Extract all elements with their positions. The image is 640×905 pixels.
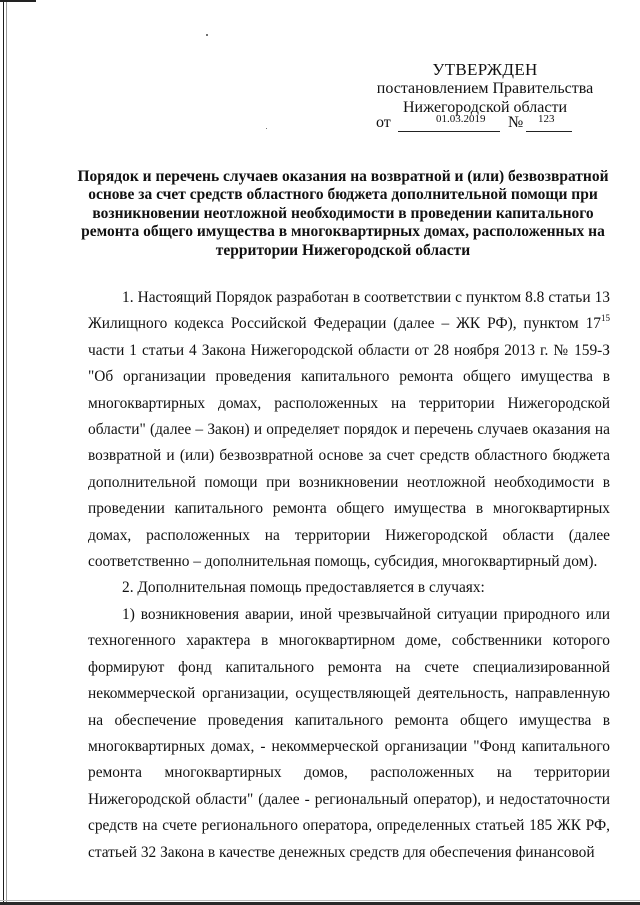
paragraph-1 <box>88 285 610 575</box>
number-field <box>526 113 572 132</box>
date-field <box>398 113 500 132</box>
date-prefix: от <box>376 114 391 131</box>
approval-line: постановлением Правительства <box>376 80 594 97</box>
scan-edge-top <box>0 0 36 2</box>
document-title: Порядок и перечень случаев оказания на возвратной и (или) безвозвратной основе за счет средств областного бюджета дополнительной помощи при возникновении неотложной необходимости в проведении капитального ремонта общего имущества в многоквартирных домах, расположенных на территории Нижегородской области <box>77 168 609 259</box>
paragraph-2: 2. Дополнительная помощь предоставляется в случаях: <box>122 579 485 597</box>
scan-edge-left-shadow <box>6 0 7 905</box>
approval-stamp <box>340 60 630 117</box>
number-sign: № <box>508 114 524 131</box>
paragraph-1-start: 1. Настоящий Порядок разработан в соответствии с пунктом 8.8 статьи 13 Жилищного кодекса Российской Федерации (далее – ЖК РФ), пунктом 17 <box>88 289 610 333</box>
approval-line: Нижегородской области <box>402 99 567 116</box>
scan-edge-bottom-shadow <box>0 900 640 901</box>
date-value: 01.03.2019 <box>436 113 486 125</box>
scan-speck <box>266 128 267 129</box>
paragraph-3: 1) возникновения аварии, иной чрезвычайной ситуации природного или техногенного характера в многоквартирном доме, собственники которого формируют фонд капитального ремонта на счете специализированной некоммерческой организации, осуществляющей деятельность, направленную на обеспечение проведения капитального ремонта общего имущества в многоквартирных домах, - некоммерческой организации "Фонд капитального ремонта многоквартирных домов, расположенных на территории Нижегородской области" (далее - региональный оператор), и недостаточности средств на счете регионального оператора, определенных статьей 185 ЖК РФ, статьей 32 Закона в качестве денежных средств для обеспечения финансовой <box>88 605 610 861</box>
footnote-superscript: 15 <box>601 313 610 324</box>
number-value: 123 <box>538 113 555 125</box>
document-body <box>88 285 610 866</box>
scan-edge-left <box>3 0 4 905</box>
approval-date-line <box>376 113 636 133</box>
paragraph-1-end: части 1 статьи 4 Закона Нижегородской области от 28 ноября 2013 г. № 159-З "Об организации проведения капитального ремонта общего имущества в многоквартирных домах, расположенных на территории Нижегородской области" (далее – Закон) и определяет порядок и перечень случаев оказания на возвратной и (или) безвозвратной основе за счет средств областного бюджета дополнительной помощи при возникновении неотложной необходимости в проведении капитального ремонта общего имущества в многоквартирных домах, расположенных на территории Нижегородской области (далее соответственно – дополнительная помощь, субсидия, многоквартирный дом). <box>88 341 610 571</box>
scan-speck <box>206 34 208 36</box>
approval-title: УТВЕРЖДЕН <box>432 60 538 79</box>
